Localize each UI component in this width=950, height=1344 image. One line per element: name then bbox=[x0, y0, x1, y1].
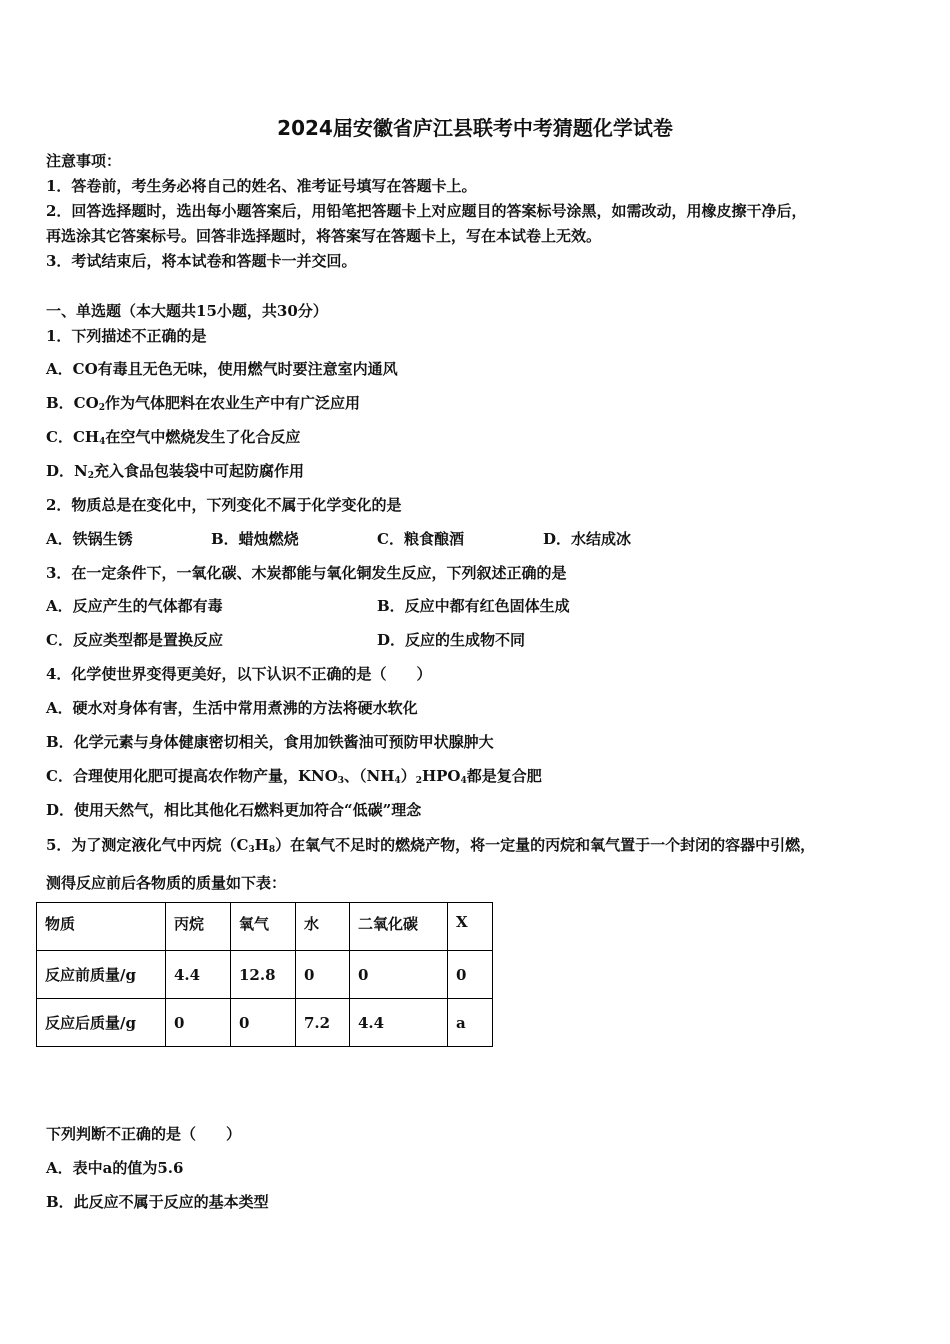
table-cell: 7.2 bbox=[296, 999, 350, 1047]
table-header-row bbox=[37, 903, 493, 951]
table-cell: 0 bbox=[166, 999, 231, 1047]
q3-option-d: D．反应的生成物不同 bbox=[377, 631, 526, 649]
table-cell: 0 bbox=[350, 951, 448, 999]
table-header-cell: 物质 bbox=[37, 903, 166, 951]
q5-question: 下列判断不正确的是（ ） bbox=[46, 1125, 242, 1143]
q5-stem: 5．为了测定液化气中丙烷$(C_3H_8)$在氧气不足时的燃烧产物，将一定量的丙烷和氧气置于一个封闭的容器中引燃， bbox=[46, 836, 816, 855]
q1-option-a: A．CO有毒且无色无味，使用燃气时要注意室内通风 bbox=[46, 360, 398, 378]
table-cell: 0 bbox=[231, 999, 296, 1047]
table-header-cell: 水 bbox=[296, 903, 350, 951]
q4-option-b: B．化学元素与身体健康密切相关，食用加铁酱油可预防甲状腺肿大 bbox=[46, 733, 494, 751]
notice-item-3: 3．考试结束后，将本试卷和答题卡一并交回。 bbox=[46, 252, 357, 270]
section-heading: 一、单选题（本大题共15小题，共30分） bbox=[46, 302, 328, 320]
q3-option-b: B．反应中都有红色固体生成 bbox=[377, 597, 570, 615]
q3-option-a: A．反应产生的气体都有毒 bbox=[46, 597, 223, 615]
q4-option-a: A．硬水对身体有害，生活中常用煮沸的方法将硬水软化 bbox=[46, 699, 418, 717]
table-cell: 反应前质量/g bbox=[37, 951, 166, 999]
q4-option-c: C．合理使用化肥可提高农作物产量，$KNO_3$、$(NH_4)_2HPO_4$都是复合肥 bbox=[46, 767, 542, 786]
table-cell: a bbox=[448, 999, 493, 1047]
table-cell: 12.8 bbox=[231, 951, 296, 999]
q1-stem: 1．下列描述不正确的是 bbox=[46, 327, 207, 345]
table-header-cell: X bbox=[448, 903, 493, 951]
q2-option-c: C．粮食酿酒 bbox=[377, 530, 464, 548]
q1-option-c: C．$CH_4$在空气中燃烧发生了化合反应 bbox=[46, 428, 301, 447]
table-cell: 0 bbox=[296, 951, 350, 999]
mass-table bbox=[36, 902, 493, 1047]
q2-option-b: B．蜡烛燃烧 bbox=[211, 530, 299, 548]
q3-stem: 3．在一定条件下，一氧化碳、木炭都能与氧化铜发生反应，下列叙述正确的是 bbox=[46, 564, 567, 582]
notice-item-2: 2．回答选择题时，选出每小题答案后，用铅笔把答题卡上对应题目的答案标号涂黑，如需改动，用橡皮擦干净后， bbox=[46, 202, 807, 220]
table-cell: 反应后质量/g bbox=[37, 999, 166, 1047]
notice-heading: 注意事项： bbox=[46, 152, 122, 170]
q5-stem-cont: 测得反应前后各物质的质量如下表： bbox=[46, 874, 287, 892]
q5-option-b: B．此反应不属于反应的基本类型 bbox=[46, 1193, 269, 1211]
table-row bbox=[37, 951, 493, 999]
table-row bbox=[37, 999, 493, 1047]
q2-stem: 2．物质总是在变化中，下列变化不属于化学变化的是 bbox=[46, 496, 402, 514]
exam-title: 2024届安徽省庐江县联考中考猜题化学试卷 bbox=[277, 116, 673, 140]
q4-stem: 4．化学使世界变得更美好，以下认识不正确的是（ ） bbox=[46, 665, 432, 683]
table-cell: 4.4 bbox=[350, 999, 448, 1047]
table-cell: 4.4 bbox=[166, 951, 231, 999]
q4-option-d: D．使用天然气，相比其他化石燃料更加符合“低碳”理念 bbox=[46, 801, 422, 819]
q2-option-a: A．铁锅生锈 bbox=[46, 530, 133, 548]
table-cell: 0 bbox=[448, 951, 493, 999]
notice-item-1: 1．答卷前，考生务必将自己的姓名、准考证号填写在答题卡上。 bbox=[46, 177, 477, 195]
notice-item-2-cont: 再选涂其它答案标号。回答非选择题时，将答案写在答题卡上，写在本试卷上无效。 bbox=[46, 227, 602, 245]
table-header-cell: 氧气 bbox=[231, 903, 296, 951]
q5-option-a: A．表中a的值为5.6 bbox=[46, 1159, 184, 1177]
q3-option-c: C．反应类型都是置换反应 bbox=[46, 631, 223, 649]
table-header-cell: 二氧化碳 bbox=[350, 903, 448, 951]
table-header-cell: 丙烷 bbox=[166, 903, 231, 951]
q1-option-d: D．$N_2$充入食品包装袋中可起防腐作用 bbox=[46, 462, 305, 481]
q2-option-d: D．水结成冰 bbox=[543, 530, 632, 548]
q1-option-b: B．$CO_2$作为气体肥料在农业生产中有广泛应用 bbox=[46, 394, 360, 413]
